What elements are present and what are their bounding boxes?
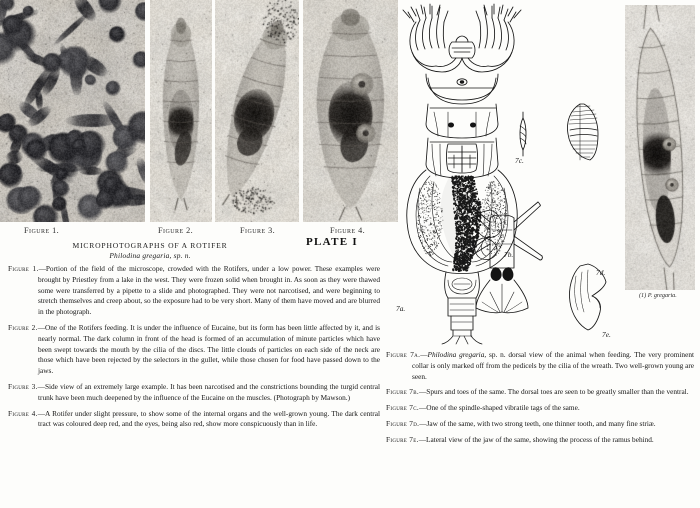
caption-text: —One of the spindle-shaped vibratile tags of the same.: [418, 403, 580, 413]
figure-4-label: Figure 4.: [330, 226, 366, 235]
caption-lead: Figure 7d.: [386, 418, 420, 428]
caption-paragraph: Figure 7a.—Philodina gregaria, sp. n. dorsal view of the animal when feeding. The very prominent collar is only marked off from the pedicels by the cilia of the wreath. Two well-grown young are seen.: [386, 350, 694, 381]
drawing-label-7e: 7e.: [602, 330, 611, 339]
caption-text: —Lateral view of the jaw of the same, showing the process of the ramus behind.: [418, 434, 654, 444]
caption-lead: Figure 3.: [8, 381, 38, 391]
drawing-7d-jaw: [568, 104, 599, 160]
figure-1-label: Figure 1.: [24, 226, 60, 235]
plate-subheading: Philodina gregaria, sp. n.: [109, 251, 191, 260]
caption-paragraph: [8, 409, 380, 431]
caption-text: —A Rotifer under slight pressure, to show some of the internal organs and the well-grown young. The dark central tract was coloured deep red, and the eyes, being also red, show more conspicuously than in life.: [37, 408, 380, 429]
photo-figure-2: [150, 0, 212, 222]
caption-text: —Side view of an extremely large example. It has been narcotised and the constrictions bounding the turgid central trunk have been much deepened by the influence of the Eucaine on the muscles. (Photograph by Mawson.): [37, 381, 380, 402]
caption-text: —One of the Rotifers feeding. It is under the influence of Eucaine, but its form has been little affected by it, and is nearly normal. The dark column in front of the head is formed of an accumulation of minute particles which have been swept towards the mouth by the cilia of the discs. The little clouds of particles on each side of the neck are those which have been rejected by the selectors in the gullet, while those chosen for food have passed down to the jaws.: [37, 322, 381, 376]
caption-species-name: Philodina gregaria,: [427, 350, 487, 359]
caption-text: —Jaw of the same, with two strong teeth, one thinner tooth, and many fine striæ.: [419, 418, 656, 428]
drawing-label-7a: 7a.: [396, 304, 406, 313]
caption-text: —Spurs and toes of the same. The dorsal toes are seen to be greatly smaller than the ventral.: [418, 387, 689, 397]
figure-2-label: Figure 2.: [158, 226, 194, 235]
inset-photograph-caption: (1) P. gregaria.: [639, 292, 677, 299]
caption-paragraph: [386, 403, 694, 414]
caption-paragraph: [8, 382, 380, 404]
photo-figure-row: [0, 0, 398, 222]
caption-lead: Figure 1.: [8, 264, 39, 273]
drawing-7c-vibratile-tag: [520, 112, 526, 156]
photo-figure-4: [303, 0, 398, 222]
left-caption-block: [8, 264, 380, 435]
caption-text: sp. n. dorsal view of the animal when feeding. The very prominent collar is only marked off from the pedicels by the cilia of the wreath. Two well-grown young are seen.: [412, 350, 694, 381]
caption-lead: Figure 4.: [8, 408, 38, 418]
caption-lead: Figure 7e.: [386, 434, 419, 444]
caption-lead: Figure 7a.: [386, 350, 421, 359]
right-caption-block: [386, 350, 694, 451]
caption-lead: Figure 2.: [8, 322, 38, 332]
photo-figure-3: [215, 0, 299, 222]
inset-photograph-p-gregaria: [625, 5, 695, 290]
caption-text: —Portion of the field of the microscope, crowded with the Rotifers, under a low power. These examples were brought by Priestley from a lake in the west. They were frozen solid when brought in. As soon as they were thawed some were transferred by a pipette to a slide and photographed. They were not narcotised, and were beginning to stretch themselves and creep about, so the exposure had to be very short. Many of them have moved and are blurred in the photograph.: [38, 264, 380, 317]
figure-3-label: Figure 3.: [240, 226, 276, 235]
caption-paragraph: [386, 435, 694, 446]
caption-paragraph: [8, 264, 380, 318]
caption-paragraph: [8, 323, 380, 377]
caption-lead: Figure 7c.: [386, 403, 419, 413]
photo-figure-1: [0, 0, 145, 222]
drawing-label-7d: 7d.: [596, 268, 606, 277]
plate-heading: MICROPHOTOGRAPHS OF A ROTIFER: [72, 241, 228, 250]
plate-identifier: PLATE I: [306, 236, 358, 248]
drawing-label-7b: 7b.: [504, 250, 514, 259]
line-drawing-group: [390, 0, 622, 345]
drawing-label-7c: 7c.: [515, 156, 524, 165]
caption-paragraph: [386, 387, 694, 398]
caption-lead: Figure 7b.: [386, 387, 419, 397]
caption-paragraph: [386, 419, 694, 430]
drawing-7a-body: [403, 4, 521, 344]
